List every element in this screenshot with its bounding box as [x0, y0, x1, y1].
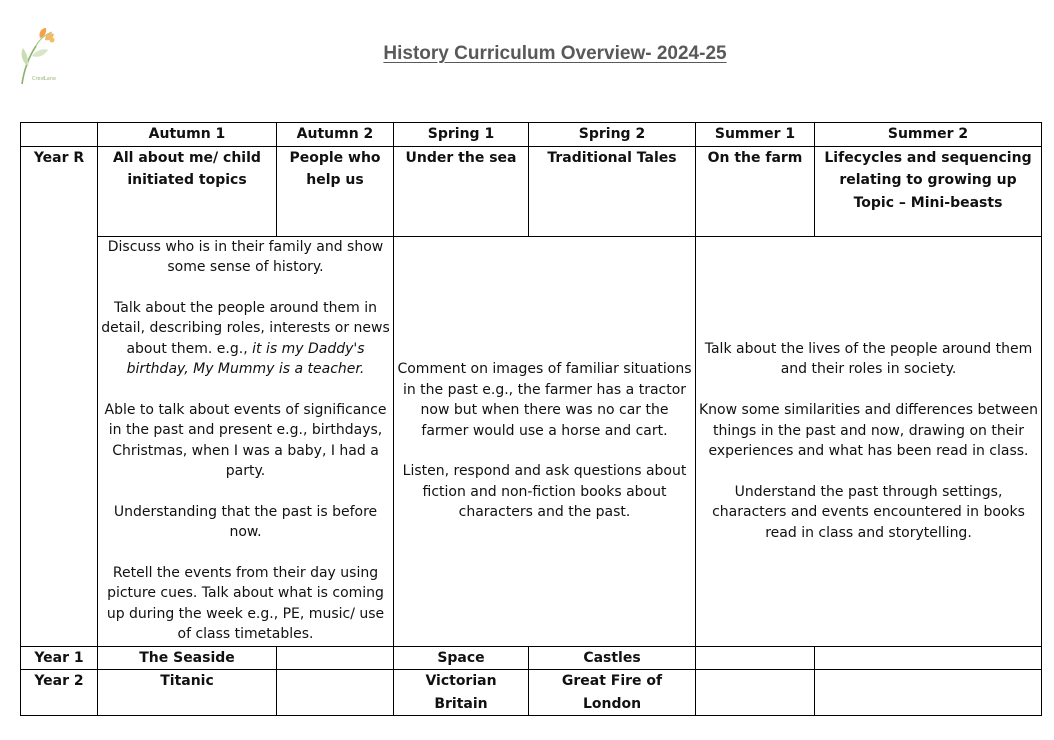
year-2-autumn-2 — [277, 670, 394, 716]
year-1-summer-1 — [696, 646, 815, 670]
summer-detail-settings: Understand the past through settings, characters and events encountered in books read in class and storytelling. — [712, 483, 1025, 541]
year-r-autumn-1: All about me/ child initiated topics — [98, 146, 277, 236]
year-1-label: Year 1 — [21, 646, 98, 670]
curriculum-table — [20, 122, 1042, 716]
summer-detail-similarities: Know some similarities and differences between things in the past and now, drawing on their experiences and what has been read in class. — [699, 402, 1038, 459]
year-2-row — [21, 670, 1042, 716]
page-title: History Curriculum Overview- 2024-25 — [383, 43, 727, 64]
autumn-detail-events: Able to talk about events of significance in the past and present e.g., birthdays, Christmas, when I was a baby, I had a party. — [104, 401, 387, 479]
spring-detail-images: Comment on images of familiar situations in the past e.g., the farmer has a tractor now but when there was no car the farmer would use a horse and cart. — [397, 361, 692, 439]
autumn-detail-people-text: Talk about the people around them in detail, describing roles, interests or news about them. e.g., — [101, 299, 390, 357]
spring-detail-listen: Listen, respond and ask questions about fiction and non-fiction books about characters and the past. — [402, 463, 687, 521]
year-r-summer-2-subtopic: Topic – Mini-beasts — [853, 194, 1003, 211]
header-autumn-1: Autumn 1 — [98, 123, 277, 147]
year-2-summer-1 — [696, 670, 815, 716]
year-2-spring-1: Victorian Britain — [394, 670, 529, 716]
year-2-autumn-1: Titanic — [98, 670, 277, 716]
header-spring-1: Spring 1 — [394, 123, 529, 147]
year-2-label: Year 2 — [21, 670, 98, 716]
header-spring-2: Spring 2 — [529, 123, 696, 147]
summer-detail-lives: Talk about the lives of the people around them and their roles in society. — [704, 340, 1033, 378]
svg-text:Lane: Lane — [44, 76, 57, 82]
autumn-detail-people — [101, 298, 390, 380]
year-r-label: Year R — [21, 146, 98, 646]
year-r-summer-details — [696, 236, 1042, 646]
header-autumn-2: Autumn 2 — [277, 123, 394, 147]
year-r-spring-2: Traditional Tales — [529, 146, 696, 236]
header-summer-2: Summer 2 — [815, 123, 1042, 147]
year-1-spring-1: Space — [394, 646, 529, 670]
year-1-spring-2: Castles — [529, 646, 696, 670]
header-summer-1: Summer 1 — [696, 123, 815, 147]
autumn-detail-people-example: it is my Daddy's birthday, My Mummy is a teacher. — [126, 340, 365, 377]
autumn-detail-family: Discuss who is in their family and show some sense of history. — [107, 238, 384, 275]
svg-text:Crest: Crest — [32, 76, 46, 82]
year-r-summer-1: On the farm — [696, 146, 815, 236]
year-1-autumn-2 — [277, 646, 394, 670]
year-r-details-row — [21, 236, 1042, 646]
year-1-row — [21, 646, 1042, 670]
year-r-autumn-details — [98, 236, 394, 646]
autumn-detail-retell: Retell the events from their day using picture cues. Talk about what is coming up during the week e.g., PE, music/ use of class timetables. — [106, 564, 385, 643]
year-2-spring-2: Great Fire of London — [529, 670, 696, 716]
year-r-summer-2-topic: Lifecycles and sequencing relating to growing up — [824, 149, 1032, 188]
year-r-summer-2 — [815, 146, 1042, 236]
year-1-summer-2 — [815, 646, 1042, 670]
header-cell-blank — [21, 123, 98, 147]
year-r-spring-1: Under the sea — [394, 146, 529, 236]
header-row — [21, 123, 1042, 147]
year-r-topics-row — [21, 146, 1042, 236]
autumn-detail-past: Understanding that the past is before now. — [113, 503, 378, 541]
year-1-autumn-1: The Seaside — [98, 646, 277, 670]
year-r-autumn-2: People who help us — [277, 146, 394, 236]
year-2-summer-2 — [815, 670, 1042, 716]
year-r-spring-details — [394, 236, 696, 646]
